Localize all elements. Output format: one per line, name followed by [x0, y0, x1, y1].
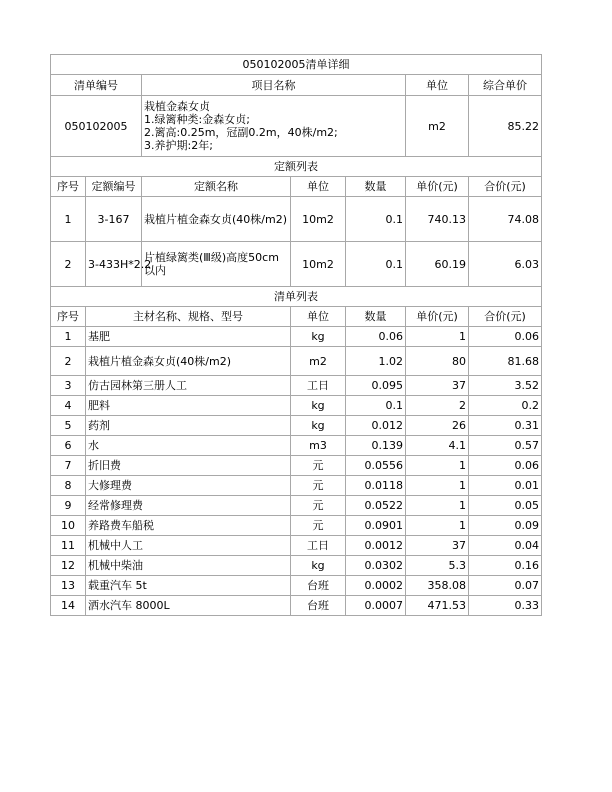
- material-total: 0.31: [469, 416, 542, 436]
- material-total: 0.05: [469, 496, 542, 516]
- material-price: 80: [406, 347, 469, 376]
- material-unit: kg: [291, 556, 346, 576]
- material-price: 1: [406, 456, 469, 476]
- material-no: 13: [51, 576, 86, 596]
- material-total: 0.33: [469, 596, 542, 616]
- material-qty: 0.0901: [346, 516, 406, 536]
- bill-name-header: 项目名称: [142, 75, 406, 96]
- bill-name-line: 3.养护期:2年;: [144, 139, 213, 152]
- material-price: 37: [406, 376, 469, 396]
- material-row: [51, 576, 542, 596]
- material-price: 1: [406, 516, 469, 536]
- material-row: [51, 556, 542, 576]
- material-no: 5: [51, 416, 86, 436]
- material-unit: kg: [291, 327, 346, 347]
- material-total: 0.2: [469, 396, 542, 416]
- material-row: [51, 416, 542, 436]
- quota-row: [51, 197, 542, 242]
- bill-unit-header: 单位: [406, 75, 469, 96]
- material-qty: 0.0302: [346, 556, 406, 576]
- material-unit: m3: [291, 436, 346, 456]
- material-qty: 0.0002: [346, 576, 406, 596]
- material-unit: 台班: [291, 596, 346, 616]
- quota-header-no: 序号: [51, 177, 86, 197]
- material-name: 仿古园林第三册人工: [86, 376, 291, 396]
- material-price: 5.3: [406, 556, 469, 576]
- material-section-title: 清单列表: [51, 287, 542, 307]
- bill-detail-table: [50, 54, 542, 616]
- material-qty: 1.02: [346, 347, 406, 376]
- material-name: 折旧费: [86, 456, 291, 476]
- bill-code: 050102005: [51, 96, 142, 157]
- material-total: 81.68: [469, 347, 542, 376]
- material-qty: 0.06: [346, 327, 406, 347]
- material-name: 养路费车船税: [86, 516, 291, 536]
- material-no: 4: [51, 396, 86, 416]
- material-header-unit: 单位: [291, 307, 346, 327]
- material-qty: 0.012: [346, 416, 406, 436]
- material-price: 1: [406, 476, 469, 496]
- material-no: 6: [51, 436, 86, 456]
- quota-section-title: 定额列表: [51, 157, 542, 177]
- material-row: [51, 436, 542, 456]
- quota-header-name: 定额名称: [142, 177, 291, 197]
- material-header-no: 序号: [51, 307, 86, 327]
- material-name: 肥料: [86, 396, 291, 416]
- material-name: 洒水汽车 8000L: [86, 596, 291, 616]
- material-total: 0.04: [469, 536, 542, 556]
- material-name: 水: [86, 436, 291, 456]
- material-qty: 0.0012: [346, 536, 406, 556]
- material-unit: 元: [291, 476, 346, 496]
- bill-detail-sheet: [50, 54, 541, 616]
- bill-price-header: 综合单价: [469, 75, 542, 96]
- material-total: 0.07: [469, 576, 542, 596]
- material-unit: 工日: [291, 376, 346, 396]
- material-row: [51, 396, 542, 416]
- material-name: 药剂: [86, 416, 291, 436]
- bill-name-line: 2.篱高:0.25m，冠副0.2m，40株/m2;: [144, 126, 338, 139]
- material-no: 2: [51, 347, 86, 376]
- material-unit: 元: [291, 496, 346, 516]
- material-name: 机械中人工: [86, 536, 291, 556]
- material-row: [51, 596, 542, 616]
- material-total: 0.06: [469, 456, 542, 476]
- material-row: [51, 376, 542, 396]
- material-no: 9: [51, 496, 86, 516]
- material-qty: 0.139: [346, 436, 406, 456]
- material-price: 26: [406, 416, 469, 436]
- quota-header-price: 单价(元): [406, 177, 469, 197]
- material-unit: 台班: [291, 576, 346, 596]
- material-name: 经常修理费: [86, 496, 291, 516]
- quota-code: 3-433H*2.2: [86, 242, 142, 287]
- material-unit: 元: [291, 456, 346, 476]
- quota-total: 74.08: [469, 197, 542, 242]
- material-header-qty: 数量: [346, 307, 406, 327]
- quota-header-qty: 数量: [346, 177, 406, 197]
- bill-unit: m2: [406, 96, 469, 157]
- quota-total: 6.03: [469, 242, 542, 287]
- material-price: 471.53: [406, 596, 469, 616]
- material-total: 3.52: [469, 376, 542, 396]
- quota-header-unit: 单位: [291, 177, 346, 197]
- material-no: 12: [51, 556, 86, 576]
- quota-unit: 10m2: [291, 197, 346, 242]
- quota-name: 栽植片植金森女贞(40株/m2): [142, 197, 291, 242]
- material-unit: m2: [291, 347, 346, 376]
- quota-name: 片植绿篱类(Ⅲ级)高度50cm以内: [142, 242, 291, 287]
- material-total: 0.57: [469, 436, 542, 456]
- material-header-price: 单价(元): [406, 307, 469, 327]
- sheet-title: 050102005清单详细: [51, 55, 542, 75]
- quota-row: [51, 242, 542, 287]
- material-row: [51, 456, 542, 476]
- bill-code-header: 清单编号: [51, 75, 142, 96]
- material-row: [51, 516, 542, 536]
- material-row: [51, 476, 542, 496]
- material-header-name: 主材名称、规格、型号: [86, 307, 291, 327]
- material-total: 0.16: [469, 556, 542, 576]
- material-unit: kg: [291, 396, 346, 416]
- material-price: 4.1: [406, 436, 469, 456]
- material-name: 机械中柴油: [86, 556, 291, 576]
- quota-code: 3-167: [86, 197, 142, 242]
- material-qty: 0.1: [346, 396, 406, 416]
- quota-no: 1: [51, 197, 86, 242]
- quota-unit: 10m2: [291, 242, 346, 287]
- material-no: 8: [51, 476, 86, 496]
- material-no: 7: [51, 456, 86, 476]
- material-unit: kg: [291, 416, 346, 436]
- material-name: 基肥: [86, 327, 291, 347]
- material-total: 0.01: [469, 476, 542, 496]
- material-no: 1: [51, 327, 86, 347]
- bill-price: 85.22: [469, 96, 542, 157]
- material-qty: 0.095: [346, 376, 406, 396]
- bill-name-line: 1.绿篱种类:金森女贞;: [144, 113, 250, 126]
- material-unit: 工日: [291, 536, 346, 556]
- quota-header-total: 合价(元): [469, 177, 542, 197]
- material-name: 大修理费: [86, 476, 291, 496]
- material-header-total: 合价(元): [469, 307, 542, 327]
- material-qty: 0.0522: [346, 496, 406, 516]
- material-row: [51, 496, 542, 516]
- quota-price: 60.19: [406, 242, 469, 287]
- material-price: 1: [406, 327, 469, 347]
- bill-name-line: 栽植金森女贞: [144, 100, 210, 113]
- material-unit: 元: [291, 516, 346, 536]
- material-total: 0.09: [469, 516, 542, 536]
- material-price: 358.08: [406, 576, 469, 596]
- material-row: [51, 347, 542, 376]
- material-total: 0.06: [469, 327, 542, 347]
- material-no: 14: [51, 596, 86, 616]
- bill-name: [142, 96, 406, 157]
- quota-qty: 0.1: [346, 197, 406, 242]
- material-name: 栽植片植金森女贞(40株/m2): [86, 347, 291, 376]
- material-no: 10: [51, 516, 86, 536]
- material-name: 载重汽车 5t: [86, 576, 291, 596]
- material-price: 2: [406, 396, 469, 416]
- material-no: 3: [51, 376, 86, 396]
- material-qty: 0.0007: [346, 596, 406, 616]
- quota-no: 2: [51, 242, 86, 287]
- quota-header-code: 定额编号: [86, 177, 142, 197]
- material-no: 11: [51, 536, 86, 556]
- material-row: [51, 536, 542, 556]
- material-price: 37: [406, 536, 469, 556]
- quota-price: 740.13: [406, 197, 469, 242]
- material-row: [51, 327, 542, 347]
- quota-qty: 0.1: [346, 242, 406, 287]
- material-qty: 0.0556: [346, 456, 406, 476]
- material-qty: 0.0118: [346, 476, 406, 496]
- material-price: 1: [406, 496, 469, 516]
